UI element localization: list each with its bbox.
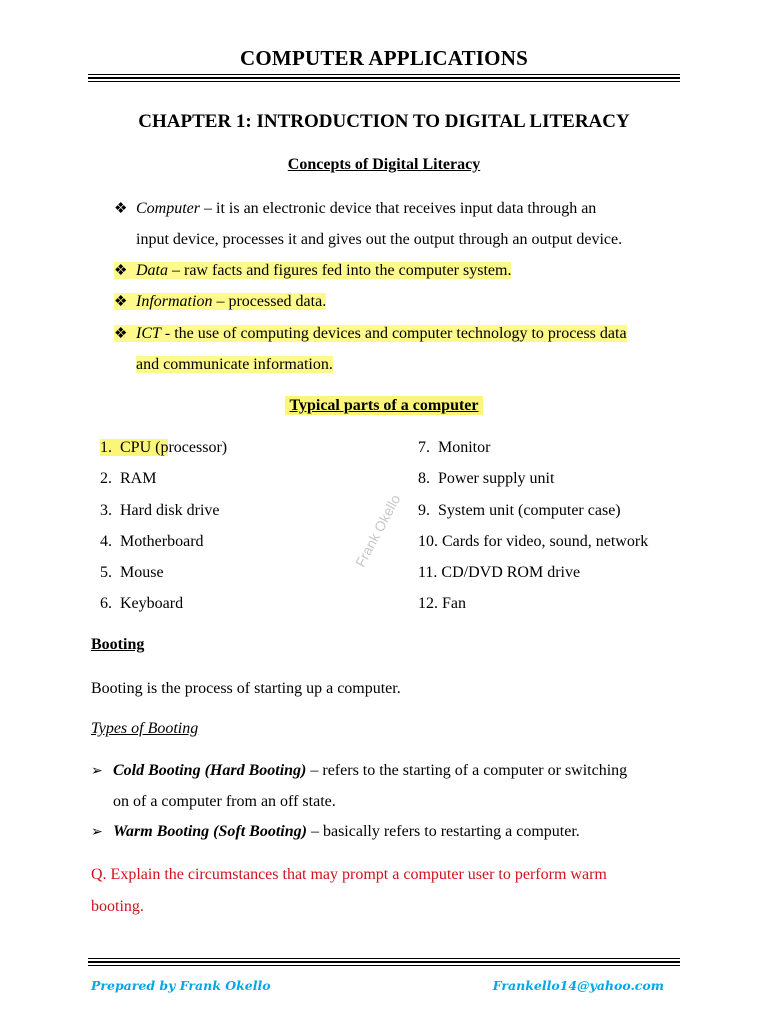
list-item: 7. Monitor xyxy=(418,439,491,456)
footer-rule-thick xyxy=(88,961,680,963)
concept-item-ict: ❖ ICT - the use of computing devices and computer technology to process data xyxy=(114,325,627,342)
concept-ict-continuation: and communicate information. xyxy=(136,356,333,373)
list-item: 6. Keyboard xyxy=(100,595,184,612)
list-item: 10. Cards for video, sound, network xyxy=(418,533,649,550)
list-item: 11. CD/DVD ROM drive xyxy=(418,564,581,581)
footer-rule-thin-1 xyxy=(88,958,680,959)
list-item: 5. Mouse xyxy=(100,564,164,581)
list-item: 9. System unit (computer case) xyxy=(418,502,621,519)
list-item: 4. Motherboard xyxy=(100,533,204,550)
list-item: 1. CPU (processor) xyxy=(100,439,228,456)
concept-definition: processed data. xyxy=(228,293,327,310)
chapter-title: CHAPTER 1: INTRODUCTION TO DIGITAL LITERACY xyxy=(138,111,630,132)
concept-definition: it is an electronic device that receives input data through an xyxy=(216,200,597,217)
concept-definition: the use of computing devices and computer technology to process data xyxy=(174,325,627,342)
footer-email: Frankello14@yahoo.com xyxy=(492,978,664,993)
concept-definition: raw facts and figures fed into the computer system. xyxy=(184,262,512,279)
booting-type-term: Warm Booting (Soft Booting) xyxy=(113,823,307,840)
concept-term: Computer xyxy=(136,200,200,217)
header-rule-thin-1 xyxy=(88,74,680,75)
question-line-1: Q. Explain the circumstances that may prompt a computer user to perform warm xyxy=(91,866,607,883)
diamond-bullet-icon: ❖ xyxy=(114,294,128,310)
booting-type-term: Cold Booting (Hard Booting) xyxy=(113,762,307,779)
header-rule-thick xyxy=(88,77,680,79)
diamond-bullet-icon: ❖ xyxy=(114,263,128,279)
list-item: 8. Power supply unit xyxy=(418,470,555,487)
diamond-bullet-icon: ❖ xyxy=(114,201,128,217)
arrow-bullet-icon: ➢ xyxy=(91,825,103,840)
booting-definition: Booting is the process of starting up a computer. xyxy=(91,680,401,697)
booting-heading: Booting xyxy=(91,636,145,653)
concept-item-information: ❖ Information – processed data. xyxy=(114,293,327,310)
concept-term: Information xyxy=(136,293,213,310)
diamond-bullet-icon: ❖ xyxy=(114,326,128,342)
concept-item-computer: ❖ Computer – it is an electronic device that receives input data through an xyxy=(114,200,597,217)
watermark: Frank Okello xyxy=(352,491,404,570)
types-of-booting-heading: Types of Booting xyxy=(91,720,199,737)
concept-term: ICT xyxy=(136,325,161,342)
booting-type-cold: ➢ Cold Booting (Hard Booting) – refers to the starting of a computer or switching xyxy=(91,761,627,782)
header-title: COMPUTER APPLICATIONS xyxy=(240,46,528,70)
concept-item-data: ❖ Data – raw facts and figures fed into the computer system. xyxy=(114,262,512,279)
header-rule-thin-2 xyxy=(88,81,680,82)
concept-term: Data xyxy=(136,262,168,279)
booting-type-warm: ➢ Warm Booting (Soft Booting) – basically refers to restarting a computer. xyxy=(91,822,580,843)
booting-type-cold-continuation: on of a computer from an off state. xyxy=(113,793,336,810)
parts-heading: Typical parts of a computer xyxy=(285,396,482,415)
arrow-bullet-icon: ➢ xyxy=(91,764,103,779)
parts-heading-wrap xyxy=(0,397,768,415)
list-item: 3. Hard disk drive xyxy=(100,502,220,519)
footer-rule-thin-2 xyxy=(88,965,680,966)
concept-computer-continuation: input device, processes it and gives out the output through an output device. xyxy=(136,231,623,248)
question-line-2: booting. xyxy=(91,898,144,915)
list-item: 12. Fan xyxy=(418,595,466,612)
concepts-heading: Concepts of Digital Literacy xyxy=(287,156,481,173)
list-item: 2. RAM xyxy=(100,470,157,487)
footer-author: Prepared by Frank Okello xyxy=(91,978,271,993)
